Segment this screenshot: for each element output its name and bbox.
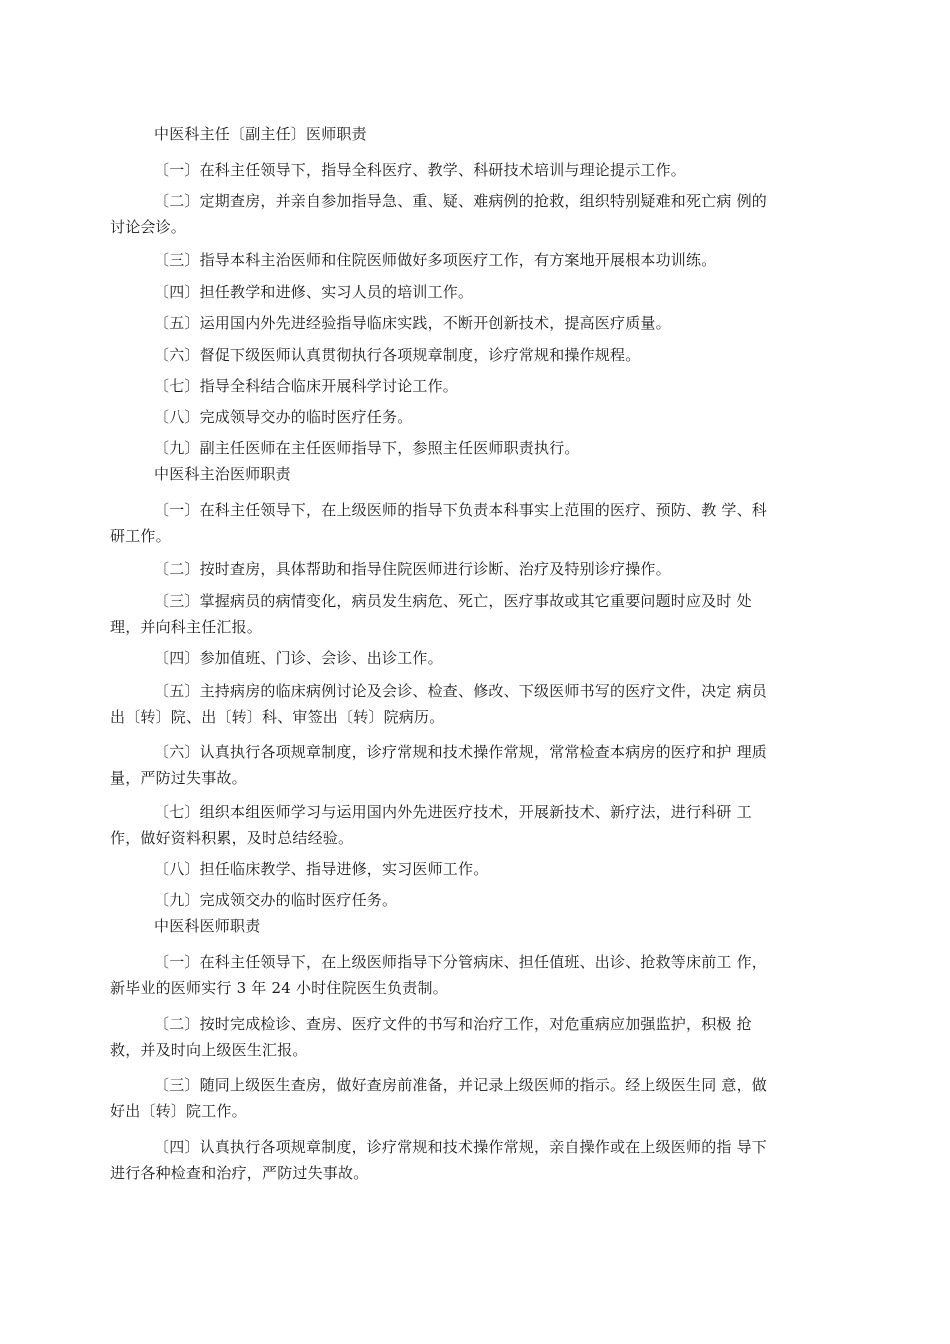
- duty-item: 〔二〕按时查房，具体帮助和指导住院医师进行诊断、治疗及特别诊疗操作。: [154, 560, 671, 578]
- section-title-chief-physician: 中医科主任〔副主任〕医师职责: [154, 125, 367, 143]
- duty-item-continuation: 理，并向科主任汇报。: [110, 618, 263, 636]
- duty-item-continuation: 好出〔转〕院工作。: [110, 1102, 247, 1120]
- duty-item: 〔五〕运用国内外先进经验指导临床实践，不断开创新技术，提高医疗质量。: [154, 314, 671, 332]
- duty-item-continuation: 量，严防过失事故。: [110, 769, 247, 787]
- duty-item-continuation: 救，并及时向上级医生汇报。: [110, 1041, 308, 1059]
- duty-item: 〔四〕担任教学和进修、实习人员的培训工作。: [154, 283, 474, 301]
- section-title-attending-physician: 中医科主治医师职责: [154, 465, 291, 483]
- duty-item: 〔九〕副主任医师在主任医师指导下，参照主任医师职责执行。: [154, 439, 580, 457]
- duty-item: 〔三〕随同上级医生查房，做好查房前准备，并记录上级医师的指示。经上级医生同 意，做: [154, 1076, 767, 1094]
- duty-item: 〔七〕组织本组医师学习与运用国内外先进医疗技术，开展新技术、新疗法，进行科研 工: [154, 803, 752, 821]
- duty-item: 〔四〕参加值班、门诊、会诊、出诊工作。: [154, 649, 443, 667]
- duty-item: 〔五〕主持病房的临床病例讨论及会诊、检查、修改、下级医师书写的医疗文件，决定 病员: [154, 682, 767, 700]
- duty-item: 〔九〕完成领交办的临时医疗任务。: [154, 891, 398, 909]
- duty-item-continuation: 讨论会诊。: [110, 218, 187, 236]
- section-title-physician: 中医科医师职责: [154, 917, 261, 935]
- duty-item: 〔一〕在科主任领导下，指导全科医疗、教学、科研技术培训与理论提示工作。: [154, 161, 687, 179]
- duty-item: 〔二〕定期查房，并亲自参加指导急、重、疑、难病例的抢救，组织特别疑难和死亡病 例的: [154, 192, 767, 210]
- duty-item-continuation: 研工作。: [110, 527, 171, 545]
- duty-item-continuation: 作，做好资料积累，及时总结经验。: [110, 829, 354, 847]
- duty-item: 〔六〕认真执行各项规章制度，诊疗常规和技术操作常规，常常检查本病房的医疗和护 理质: [154, 743, 767, 761]
- duty-item: 〔四〕认真执行各项规章制度，诊疗常规和技术操作常规，亲自操作或在上级医师的指 导下: [154, 1138, 767, 1156]
- duty-item: 〔一〕在科主任领导下，在上级医师指导下分管病床、担任值班、出诊、抢救等床前工 作，: [154, 953, 767, 971]
- duty-item: 〔六〕督促下级医师认真贯彻执行各项规章制度，诊疗常规和操作规程。: [154, 346, 641, 364]
- duty-item-continuation: 出〔转〕院、出〔转〕科、审签出〔转〕院病历。: [110, 708, 445, 726]
- duty-item: 〔八〕完成领导交办的临时医疗任务。: [154, 408, 413, 426]
- duty-item: 〔八〕担任临床教学、指导进修，实习医师工作。: [154, 860, 489, 878]
- duty-item: 〔二〕按时完成检诊、查房、医疗文件的书写和治疗工作，对危重病应加强监护，积极 抢: [154, 1015, 752, 1033]
- duty-item: 〔三〕指导本科主治医师和住院医师做好多项医疗工作，有方案地开展根本功训练。: [154, 251, 717, 269]
- duty-item-continuation: 新毕业的医师实行 3 年 24 小时住院医生负责制。: [110, 979, 448, 997]
- duty-item: 〔三〕掌握病员的病情变化，病员发生病危、死亡，医疗事故或其它重要问题时应及时 处: [154, 592, 752, 610]
- duty-item-continuation: 进行各种检查和治疗，严防过失事故。: [110, 1164, 369, 1182]
- duty-item: 〔七〕指导全科结合临床开展科学讨论工作。: [154, 377, 459, 395]
- duty-item: 〔一〕在科主任领导下，在上级医师的指导下负责本科事实上范围的医疗、预防、教 学、科: [154, 501, 767, 519]
